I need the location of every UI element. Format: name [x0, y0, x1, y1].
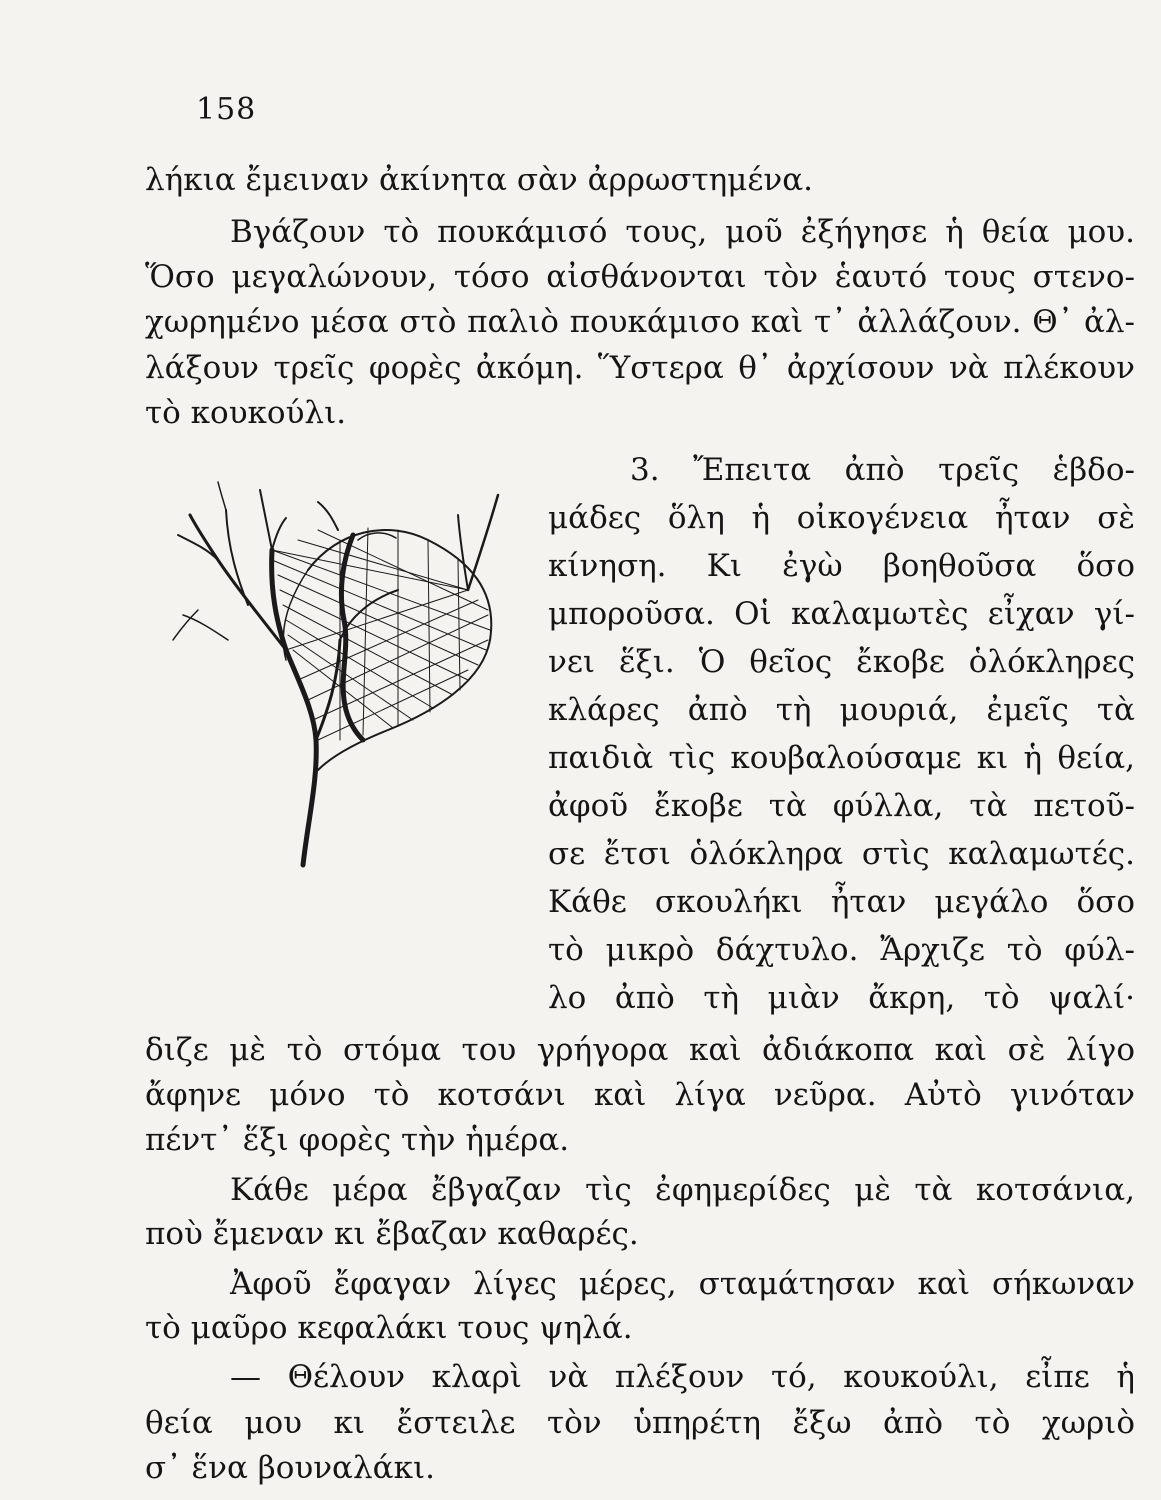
text-line: ἄφηνε μόνο τὸ κοτσάνι καὶ λίγα νεῦρα. Αὐτὸ γινόταν [145, 1077, 1135, 1113]
text-line: Κάθε μέρα ἔβγαζαν τὶς ἐφημερίδες μὲ τὰ κοτσάνια, [230, 1172, 1135, 1208]
text-line: νει ἕξι. Ὁ θεῖος ἔκοβε ὁλόκληρες [548, 644, 1135, 680]
text-line: τὸ μαῦρο κεφαλάκι τους ψηλά. [145, 1310, 633, 1346]
text-line: ποὺ ἔμεναν κι ἔβαζαν καθαρές. [145, 1216, 639, 1252]
text-line: μάδες ὅλη ἡ οἰκογένεια ἦταν σὲ [548, 500, 1135, 536]
text-line: Κάθε σκουλήκι ἦταν μεγάλο ὅσο [548, 884, 1135, 920]
text-line: κλάρες ἀπὸ τὴ μουριά, ἐμεῖς τὰ [548, 692, 1135, 728]
cocoon-illustration [168, 480, 538, 880]
text-line: τὸ μικρὸ δάχτυλο. Ἄρχιζε τὸ φύλ- [548, 932, 1135, 968]
text-line: — Θέλουν κλαρὶ νὰ πλέξουν τό, κουκούλι, εἶπε ἡ [230, 1359, 1135, 1395]
text-line: 3. Ἔπειτα ἀπὸ τρεῖς ἑβδο- [630, 452, 1135, 488]
text-line: κίνηση. Κι ἐγὼ βοηθοῦσα ὅσο [548, 548, 1135, 584]
text-line: Ἀφοῦ ἔφαγαν λίγες μέρες, σταμάτησαν καὶ σήκωναν [230, 1266, 1135, 1302]
text-line: Βγάζουν τὸ πουκάμισό τους, μοῦ ἐξήγησε ἡ θεία μου. [230, 214, 1135, 250]
text-line: λο ἀπὸ τὴ μιὰν ἄκρη, τὸ ψαλί· [548, 980, 1135, 1016]
text-line: χωρημένο μέσα στὸ παλιὸ πουκάμισο καὶ τ᾽ ἀλλάζουν. Θ᾽ ἀλ- [145, 304, 1135, 340]
page-number: 158 [196, 92, 257, 127]
text-line: πέντ᾽ ἕξι φορὲς τὴν ἡμέρα. [145, 1122, 570, 1158]
text-line: τὸ κουκούλι. [145, 395, 347, 431]
text-line: θεία μου κι ἔστειλε τὸν ὑπηρέτη ἔξω ἀπὸ τὸ χωριὸ [145, 1405, 1135, 1441]
text-line: παιδιὰ τὶς κουβαλούσαμε κι ἡ θεία, [548, 740, 1135, 776]
text-line: διζε μὲ τὸ στόμα του γρήγορα καὶ ἀδιάκοπα καὶ σὲ λίγο [145, 1032, 1135, 1068]
text-line: μποροῦσα. Οἱ καλαμωτὲς εἶχαν γί- [548, 596, 1135, 632]
text-line: λήκια ἔμειναν ἀκίνητα σὰν ἀρρωστημένα. [145, 162, 814, 198]
text-line: σε ἔτσι ὁλόκληρα στὶς καλαμωτές. [548, 836, 1135, 872]
text-line: Ὅσο μεγαλώνουν, τόσο αἰσθάνονται τὸν ἑαυτό τους στενο- [145, 259, 1135, 295]
text-line: λάξουν τρεῖς φορὲς ἀκόμη. Ὕστερα θ᾽ ἀρχίσουν νὰ πλέκουν [145, 350, 1135, 386]
text-line: σ᾽ ἕνα βουναλάκι. [145, 1450, 435, 1486]
text-line: ἀφοῦ ἔκοβε τὰ φύλλα, τὰ πετοῦ- [548, 788, 1135, 824]
